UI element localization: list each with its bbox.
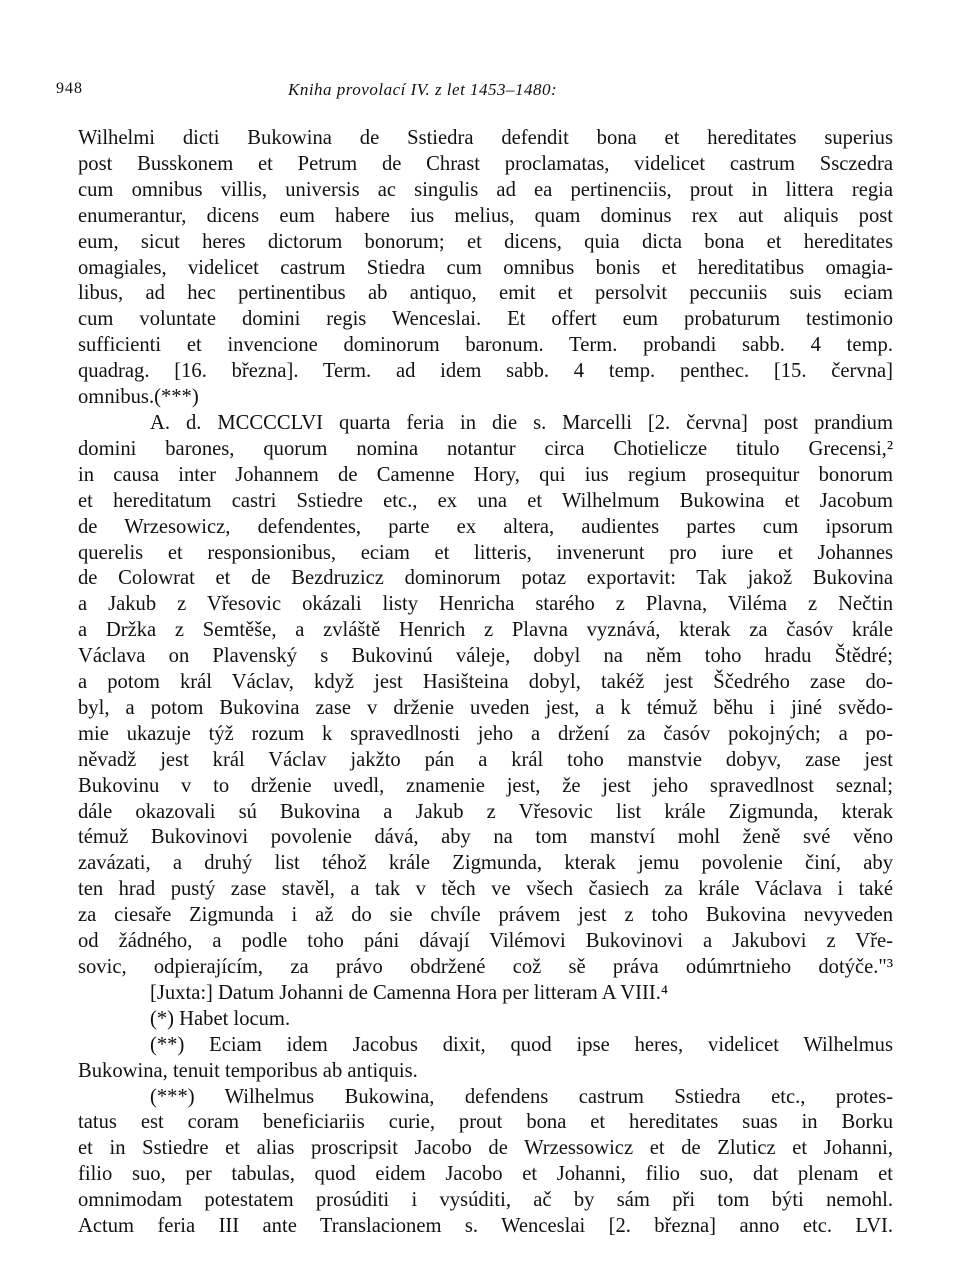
text-line: de Colowrat et de Bezdruzicz dominorum potaz exportavit: Tak jakož Bukovina [78,567,893,590]
text-line: cum voluntate domini regis Wenceslai. Et offert eum probaturum testimonio [78,308,893,331]
text-line: dále okazovali sú Bukovina a Jakub z Vřesovic list krále Zigmunda, kterak [78,800,893,823]
text-line: Václava on Plavenský s Bukovinú váleje, dobyl na něm toho hradu Štědré; [78,645,893,668]
text-line: od žádného, a podle toho páni dávají Vilémovi Bukovinovi a Jakubovi z Vře- [78,930,893,953]
text-line: post Busskonem et Petrum de Chrast proclamatas, videlicet castrum Ssczedra [78,152,893,175]
text-line: Wilhelmi dicti Bukowina de Sstiedra defendit bona et hereditates superius [78,127,893,149]
text-line: a Držka z Semtěše, a zvláště Henrich z Plavna vyznává, kterak za časóv krále [78,619,893,642]
text-line: eum, sicut heres dictorum bonorum; et dicens, quia dicta bona et hereditates [78,230,893,253]
text-line: omnimodam potestatem prosúditi i vysúditi, ač by sám při tom býti nemohl. [78,1189,893,1212]
text-line: (*) Habet locum. [150,1007,291,1030]
text-line: de Wrzesowicz, defendentes, parte ex altera, audientes partes cum ipsorum [78,515,893,538]
paragraph-1 [78,126,893,411]
text-line: Bukovinu v to drženie uvedl, znamenie jest, že jest jeho spravedlnost seznal; [78,774,893,797]
text-line: tatus est coram beneficiariis curie, prout bona et hereditates suas in Borku [78,1111,893,1134]
text-line: et hereditatum castri Sstiedre etc., ex una et Wilhelmum Bukowina et Jacobum [78,489,893,512]
paragraph-2 [78,411,893,981]
paragraph-5 [78,1033,893,1085]
text-line: filio suo, per tabulas, quod eidem Jacobo et Johanni, filio suo, dat plenam et [78,1163,893,1186]
document-page [56,80,893,1240]
page-header [56,80,893,112]
text-line: A. d. MCCCCLVI quarta feria in die s. Marcelli [2. června] post prandium [150,411,893,434]
text-line: ten hrad pustý zase stavěl, a tak v těch ve všech časiech za krále Václava i také [78,878,893,901]
text-line: cum omnibus villis, universis ac singulis ad ea pertinenciis, prout in littera regia [78,178,893,201]
text-line: et in Sstiedre et alias proscripsit Jacobo de Wrzessowicz et de Zluticz et Johanni, [78,1137,893,1160]
text-line: omnibus.(***) [78,386,199,409]
text-line: Actum feria III ante Translacionem s. Wenceslai [2. března] anno etc. LVI. [78,1215,893,1238]
text-line: byl, a potom Bukovina zase v drženie uveden jest, a k témuž běhu i jiné svědo- [78,696,893,719]
running-title: Kniha provolací IV. z let 1453–1480: [288,80,558,99]
text-line: a Jakub z Vřesovic okázali listy Henricha starého z Plavna, Viléma z Nečtin [78,593,893,616]
text-line: Bukowina, tenuit temporibus ab antiquis. [78,1059,418,1082]
text-line: quadrag. [16. března]. Term. ad idem sabb. 4 temp. penthec. [15. června] [78,360,893,383]
text-line: za ciesaře Zigmunda i až do sie chvíle právem jest z toho Bukovina nevyveden [78,904,893,927]
text-line: querelis et responsionibus, eciam et litteris, invenerunt pro iure et Johannes [78,541,893,564]
text-line: a potom král Václav, když jest Hasišteina dobyl, takéž jest Ščedrého zase do- [78,671,893,694]
text-line: (***) Wilhelmus Bukowina, defendens castrum Sstiedra etc., protes- [150,1085,893,1108]
body-text [78,126,893,1240]
text-line: libus, ad hec pertinentibus ab antiquo, emit et persolvit peccuniis suis eciam [78,282,893,305]
paragraph-4 [78,1007,893,1033]
page-number: 948 [56,80,83,97]
paragraph-3 [78,981,893,1007]
text-line: in causa inter Johannem de Camenne Hory, qui ius regium prosequitur bonorum [78,463,893,486]
text-line: [Juxta:] Datum Johanni de Camenna Hora per litteram A VIII.⁴ [150,981,669,1004]
text-line: něvadž jest král Václav jakžto pán a král toho manstvie dobyv, zase jest [78,748,893,771]
text-line: sufficienti et invencione dominorum baronum. Term. probandi sabb. 4 temp. [78,334,893,357]
paragraph-6 [78,1085,893,1240]
text-line: enumerantur, dicens eum habere ius melius, quam dominus rex aut aliquis post [78,204,893,227]
text-line: (**) Eciam idem Jacobus dixit, quod ipse heres, videlicet Wilhelmus [150,1033,893,1056]
text-line: omagiales, videlicet castrum Stiedra cum omnibus bonis et hereditatibus omagia- [78,256,893,279]
text-line: mie ukazuje týž rozum k spravedlnosti jeho a držení za časóv pokojných; a po- [78,722,893,745]
text-line: domini barones, quorum nomina notantur circa Chotielicze titulo Grecensi,² [78,437,893,460]
text-line: sovic, odpierajícím, za právo obdržené což sě práva odúmrtnieho dotýče."³ [78,956,893,978]
text-line: témuž Bukovinovi povolenie dává, aby na tom manství mohl ženě své věno [78,826,893,849]
text-line: zavázati, a druhý list téhož krále Zigmunda, kterak jemu povolenie činí, aby [78,852,893,875]
